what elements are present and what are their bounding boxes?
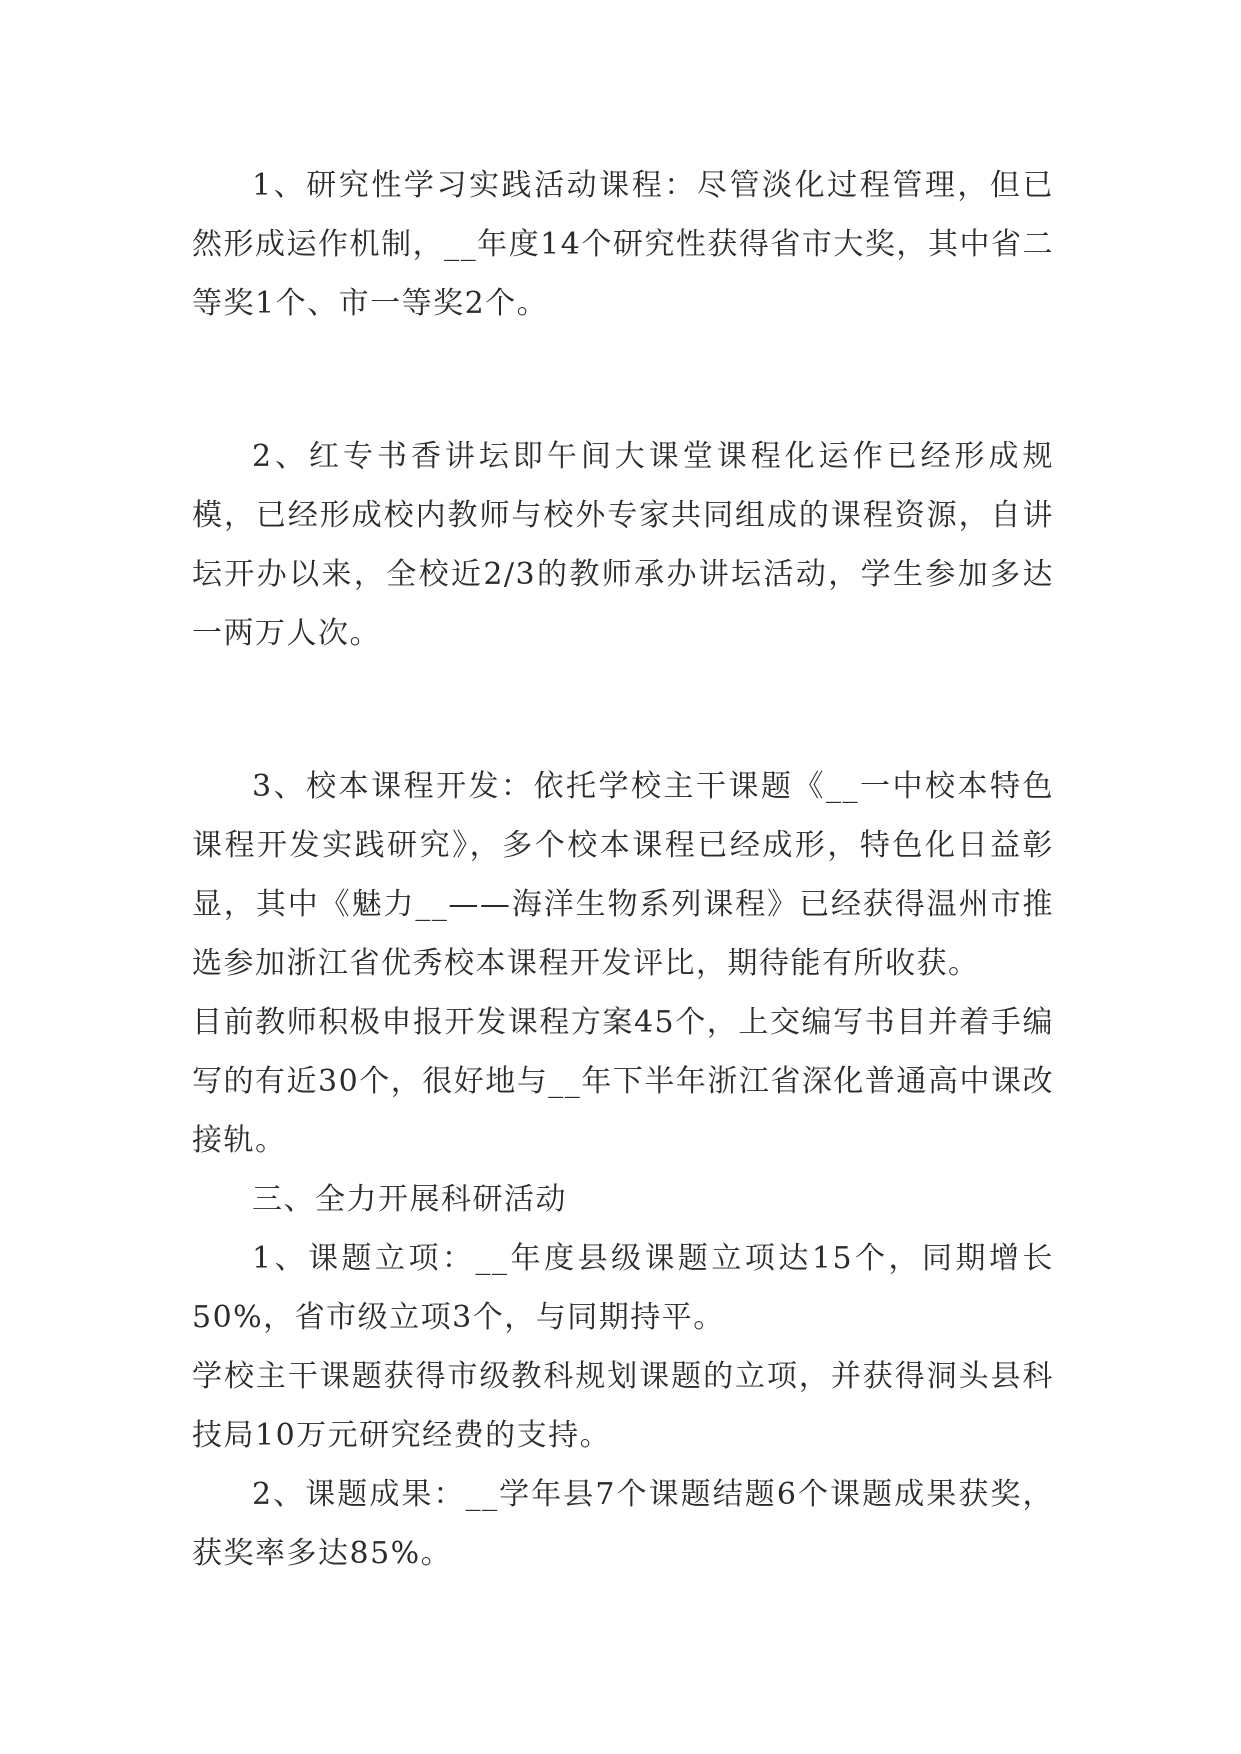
paragraph-school-curriculum: 3、校本课程开发：依托学校主干课题《__一中校本特色课程开发实践研究》，多个校本课程已经成形，特色化日益彰显，其中《魅力__——海洋生物系列课程》已经获得温州市推选参加浙江省优秀校本课程开发评比，期待能有所收获。 xyxy=(192,769,1054,981)
paragraph-research-course: 1、研究性学习实践活动课程：尽管淡化过程管理，但已然形成运作机制，__年度14个研究性获得省市大奖，其中省二等奖1个、市一等奖2个。 xyxy=(192,168,1054,321)
document-body xyxy=(192,156,1054,1583)
paragraph-lecture-forum: 2、红专书香讲坛即午间大课堂课程化运作已经形成规模，已经形成校内教师与校外专家共同组成的课程资源，自讲坛开办以来，全校近2/3的教师承办讲坛活动，学生参加多达一两万人次。 xyxy=(192,439,1054,651)
paragraph-project-results: 2、课题成果：__学年县7个课题结题6个课题成果获奖，获奖率多达85%。 xyxy=(192,1477,1054,1571)
section-heading-research: 三、全力开展科研活动 xyxy=(252,1182,567,1217)
paragraph-project-approval: 1、课题立项：__年度县级课题立项达15个，同期增长50%，省市级立项3个，与同期持平。 xyxy=(192,1241,1054,1335)
paragraph-curriculum-plans: 目前教师积极申报开发课程方案45个，上交编写书目并着手编写的有近30个，很好地与__年下半年浙江省深化普通高中课改接轨。 xyxy=(192,1005,1054,1158)
paragraph-main-project: 学校主干课题获得市级教科规划课题的立项，并获得洞头县科技局10万元研究经费的支持。 xyxy=(192,1359,1054,1453)
